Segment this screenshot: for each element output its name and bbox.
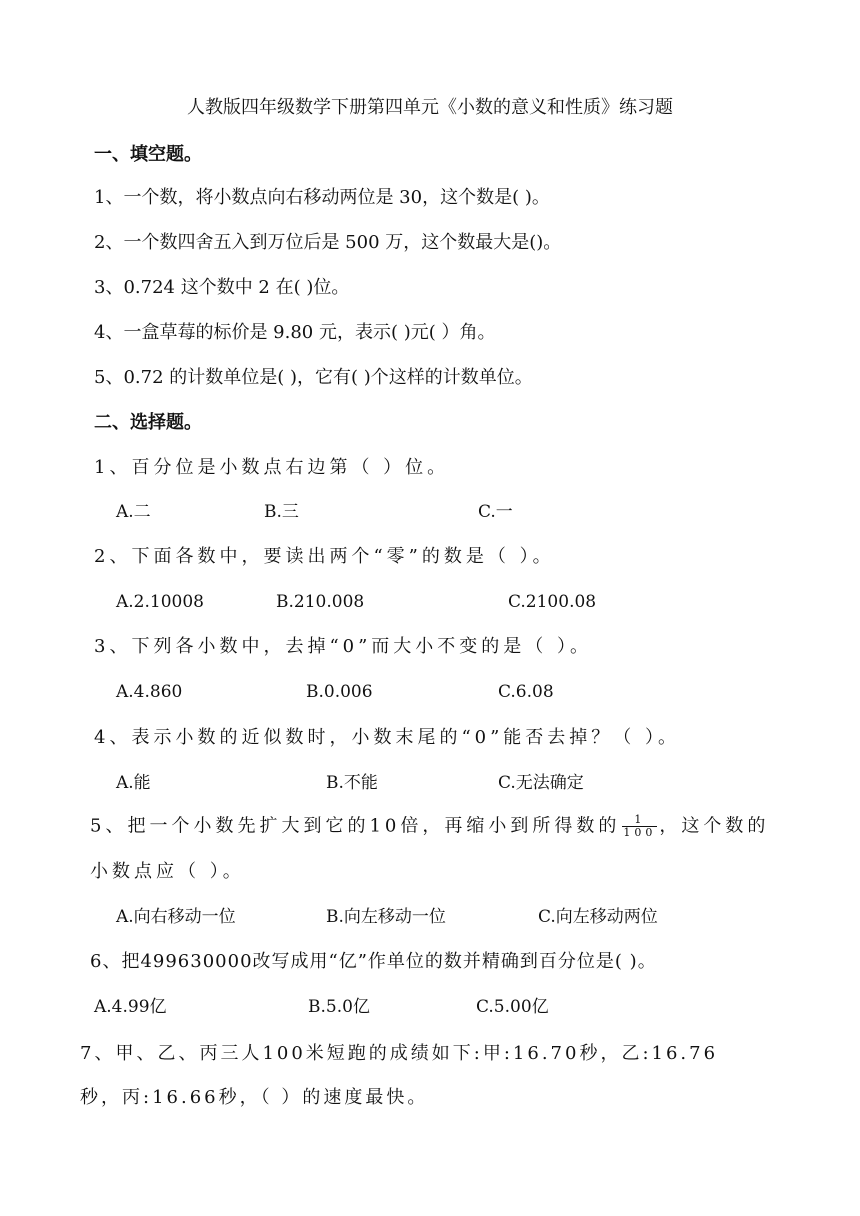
option-c: C.5.00亿 — [476, 997, 549, 1017]
choice-options-4 — [116, 771, 816, 795]
option-c: C.一 — [478, 502, 513, 522]
option-b: B.三 — [264, 502, 299, 522]
option-a: A.2.10008 — [116, 592, 204, 612]
fill-blank-item-2: 2、一个数四舍五入到万位后是 500 万，这个数最大是()。 — [94, 232, 562, 253]
fill-blank-item-3: 3、0.724 这个数中 2 在( )位。 — [94, 277, 350, 298]
option-a: A.向右移动一位 — [116, 907, 236, 927]
choice-question-5-line-1 — [90, 814, 769, 839]
fraction-one-hundredth — [622, 814, 657, 839]
option-b: B.5.0亿 — [308, 997, 370, 1017]
choice-question-7-line-2: 秒，丙:16.66秒，（ ）的速度最快。 — [80, 1087, 429, 1108]
option-b: B.210.008 — [276, 592, 365, 612]
choice-question-3: 3、下列各小数中，去掉“0”而大小不变的是（ ）。 — [94, 636, 593, 657]
choice-options-1 — [116, 500, 816, 524]
option-c: C.6.08 — [498, 682, 554, 702]
q5-text-before: 5、把一个小数先扩大到它的10倍，再缩小到所得数的 — [90, 815, 621, 837]
document-title: 人教版四年级数学下册第四单元《小数的意义和性质》练习题 — [187, 97, 673, 118]
fraction-denominator: 100 — [623, 826, 657, 839]
option-b: B.0.006 — [306, 682, 373, 702]
choice-question-4: 4、表示小数的近似数时，小数末尾的“0”能否去掉？（ ）。 — [94, 727, 681, 748]
fill-blank-item-1: 1、一个数，将小数点向右移动两位是 30，这个数是( )。 — [94, 187, 550, 208]
fill-blank-item-4: 4、一盒草莓的标价是 9.80 元，表示( )元( ）角。 — [94, 322, 496, 343]
option-b: B.向左移动一位 — [326, 907, 446, 927]
choice-question-6: 6、把499630000改写成用“亿”作单位的数并精确到百分位是( )。 — [90, 951, 657, 972]
choice-question-1: 1、百分位是小数点右边第（ ）位。 — [94, 457, 450, 478]
option-b: B.不能 — [326, 773, 378, 793]
section-heading-fill-blank: 一、填空题。 — [94, 144, 202, 165]
option-c: C.2100.08 — [508, 592, 597, 612]
option-c: C.无法确定 — [498, 773, 584, 793]
choice-options-5 — [116, 905, 816, 929]
option-a: A.4.860 — [116, 682, 183, 702]
q5-text-after: ，这个数的 — [659, 815, 770, 837]
fill-blank-item-5: 5、0.72 的计数单位是( )，它有( )个这样的计数单位。 — [94, 367, 533, 388]
choice-question-7-line-1: 7、甲、乙、丙三人100米短跑的成绩如下:甲:16.70秒，乙:16.76 — [80, 1043, 719, 1064]
choice-question-5-line-2: 小数点应（ ）。 — [90, 861, 245, 882]
option-a: A.能 — [116, 773, 151, 793]
choice-options-2 — [116, 590, 816, 614]
option-a: A.二 — [116, 502, 151, 522]
option-c: C.向左移动两位 — [538, 907, 658, 927]
choice-options-3 — [116, 680, 816, 704]
choice-question-2: 2、下面各数中，要读出两个“零”的数是（ ）。 — [94, 546, 555, 567]
section-heading-multiple-choice: 二、选择题。 — [94, 412, 202, 433]
option-a: A.4.99亿 — [94, 997, 167, 1017]
fraction-numerator: 1 — [622, 814, 657, 827]
choice-options-6 — [94, 995, 794, 1019]
